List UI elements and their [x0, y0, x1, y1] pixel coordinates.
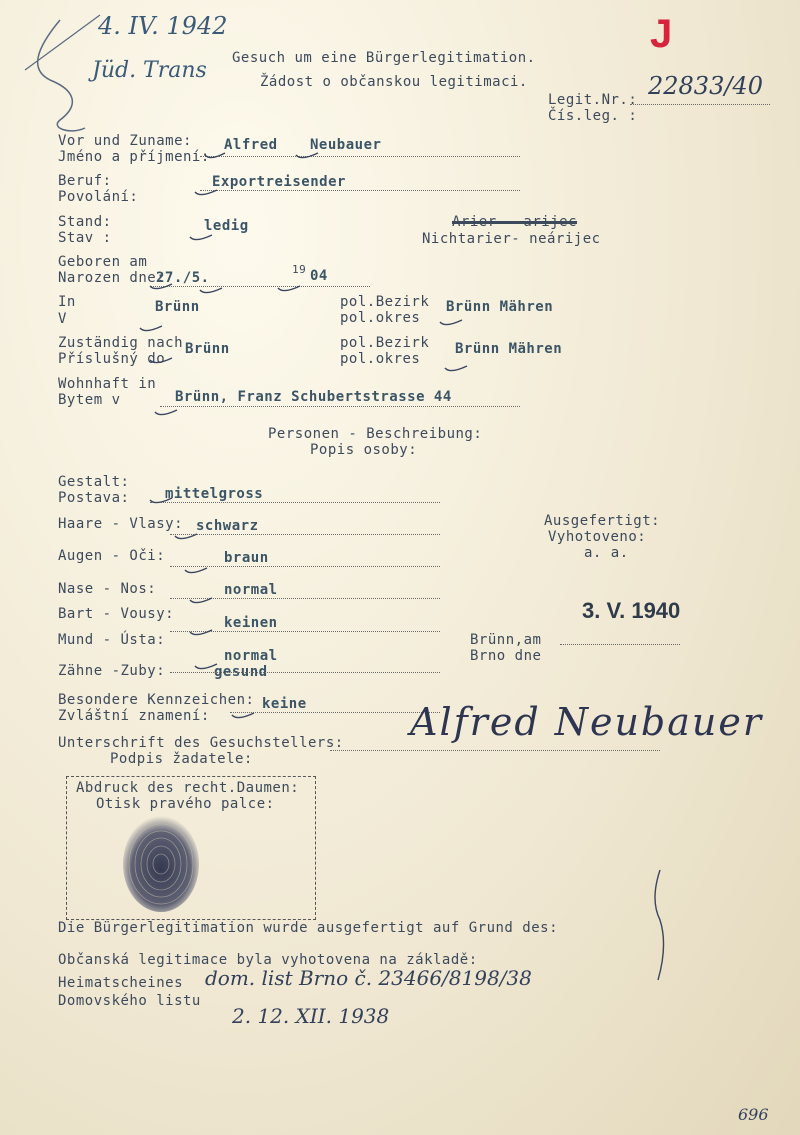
- status-label-cz: Stav :: [58, 230, 112, 246]
- description-title: Personen - Beschreibung:: [268, 426, 483, 442]
- legit-nr-value: 22833/40: [648, 72, 763, 100]
- heimat-label: Heimatscheines: [58, 975, 184, 991]
- name-label: Vor und Zuname:: [58, 133, 192, 149]
- in-label: In: [58, 294, 76, 310]
- signature-label-cz: Podpis žadatele:: [110, 751, 253, 767]
- domicile-district-label-cz: pol.okres: [340, 351, 421, 367]
- legit-nr-label-cz: Čís.leg. :: [548, 108, 638, 124]
- issued-date-stamp: 3. V. 1940: [582, 598, 681, 623]
- in-label-cz: V: [58, 311, 67, 327]
- beard-value: keinen: [224, 615, 278, 631]
- basis-line: Die Bürgerlegitimation wurde ausgefertigt auf Grund des:: [58, 920, 559, 936]
- teeth-value: gesund: [214, 664, 268, 680]
- domicile-value: Brünn: [185, 341, 230, 357]
- legit-nr-label: Legit.Nr.:: [548, 92, 638, 108]
- marks-value: keine: [262, 696, 307, 712]
- teeth-label: Zähne -Zuby:: [58, 663, 166, 679]
- issued-place-cz: Brno dne: [470, 648, 542, 664]
- build-label: Gestalt:: [58, 474, 130, 490]
- born-year: 04: [310, 268, 328, 284]
- birth-district-value: Brünn Mähren: [446, 299, 554, 315]
- residence-label: Wohnhaft in: [58, 376, 157, 392]
- handwritten-note: Jüd. Trans: [92, 58, 207, 83]
- nose-label: Nase - Nos:: [58, 581, 157, 597]
- title-czech: Žádost o občanskou legitimaci.: [260, 74, 528, 90]
- aryan-struck: Arier - arijec: [452, 214, 578, 230]
- build-label-cz: Postava:: [58, 490, 130, 506]
- issued-aa: a. a.: [584, 545, 629, 561]
- domicile-label: Zuständig nach: [58, 335, 184, 351]
- first-name-value: Alfred: [224, 137, 278, 153]
- residence-value: Brünn, Franz Schubertstrasse 44: [175, 389, 452, 405]
- birthplace-value: Brünn: [155, 299, 200, 315]
- eyes-label: Augen - Oči:: [58, 548, 166, 564]
- born-day: 27./5.: [156, 270, 210, 286]
- title-german: Gesuch um eine Bürgerlegitimation.: [232, 50, 536, 66]
- mouth-label: Mund - Ústa:: [58, 632, 166, 648]
- status-value: ledig: [204, 218, 249, 234]
- residence-label-cz: Bytem v: [58, 392, 121, 408]
- applicant-signature: Alfred Neubauer: [410, 700, 764, 744]
- domov-label: Domovského listu: [58, 993, 201, 1009]
- hair-label: Haare - Vlasy:: [58, 516, 184, 532]
- born-label: Geboren am: [58, 254, 148, 270]
- mouth-value: normal: [224, 648, 278, 664]
- hair-value: schwarz: [196, 518, 259, 534]
- born-label-cz: Narozen dne:: [58, 270, 166, 286]
- beard-label: Bart - Vousy:: [58, 606, 175, 622]
- thumb-label: Abdruck des recht.Daumen:: [76, 780, 300, 796]
- domicile-district-label: pol.Bezirk: [340, 335, 430, 351]
- marks-label-cz: Zvláštní znamení:: [58, 708, 210, 724]
- handwritten-reference: dom. list Brno č. 23466/8198/38: [205, 966, 532, 990]
- j-stamp: J: [650, 12, 673, 56]
- marks-label: Besondere Kennzeichen:: [58, 692, 255, 708]
- occupation-value: Exportreisender: [212, 174, 346, 190]
- name-label-cz: Jméno a příjmení:: [58, 149, 210, 165]
- eyes-value: braun: [224, 550, 269, 566]
- born-century: 19: [292, 263, 307, 276]
- domicile-label-cz: Příslušný do: [58, 351, 166, 367]
- handwritten-date: 4. IV. 1942: [98, 12, 228, 40]
- thumb-label-cz: Otisk pravého palce:: [96, 796, 275, 812]
- build-value: mittelgross: [165, 486, 264, 502]
- issued-place: Brünn,am: [470, 632, 542, 648]
- domicile-district-value: Brünn Mähren: [455, 341, 563, 357]
- status-label: Stand:: [58, 214, 112, 230]
- aryan-value: Nichtarier- neárijec: [422, 231, 601, 247]
- page-number: 696: [738, 1105, 769, 1124]
- handwritten-reference-date: 2. 12. XII. 1938: [232, 1004, 390, 1028]
- issued-label-cz: Vyhotoveno:: [548, 529, 647, 545]
- issued-label: Ausgefertigt:: [544, 513, 661, 529]
- nose-value: normal: [224, 582, 278, 598]
- signature-label: Unterschrift des Gesuchstellers:: [58, 735, 344, 751]
- occupation-label-cz: Povolání:: [58, 189, 139, 205]
- district-label-cz: pol.okres: [340, 310, 421, 326]
- basis-line-cz: Občanská legitimace byla vyhotovena na základě:: [58, 952, 478, 968]
- occupation-label: Beruf:: [58, 173, 112, 189]
- district-label: pol.Bezirk: [340, 294, 430, 310]
- description-title-cz: Popis osoby:: [310, 442, 418, 458]
- surname-value: Neubauer: [310, 137, 382, 153]
